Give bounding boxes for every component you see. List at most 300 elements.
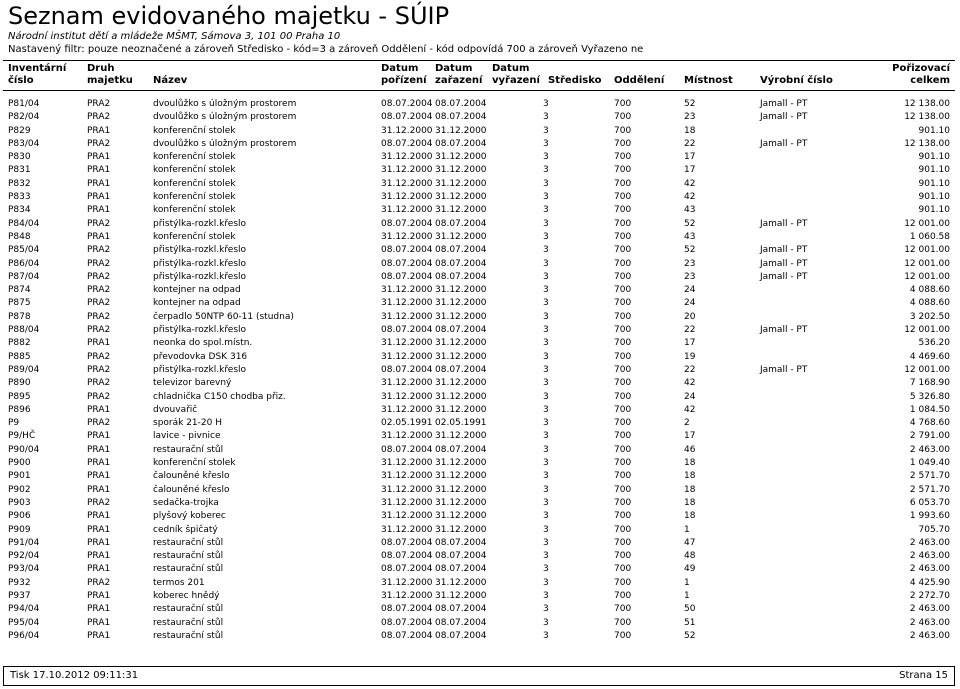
- cell-name: konferenční stolek: [153, 458, 236, 469]
- cell-room: 23: [684, 271, 696, 282]
- cell-total-cost: 7 168.90: [909, 378, 950, 389]
- cell-name: restaurační stůl: [153, 444, 224, 455]
- table-row: [0, 258, 960, 271]
- cell-acquisition-date: 31.12.2000: [381, 524, 433, 535]
- table-row: [0, 351, 960, 364]
- cell-inventory-number: P86/04: [8, 258, 40, 269]
- cell-asset-type: PRA2: [87, 138, 111, 149]
- cell-asset-type: PRA1: [87, 205, 111, 216]
- col-header-disposal-date: [492, 63, 540, 87]
- cell-acquisition-date: 08.07.2004: [381, 325, 433, 336]
- cell-department: 700: [614, 245, 632, 256]
- cell-inclusion-date: 08.07.2004: [435, 537, 487, 548]
- cell-total-cost: 901.10: [918, 165, 950, 176]
- cell-room: 1: [684, 524, 690, 535]
- cell-room: 52: [684, 245, 696, 256]
- cell-room: 18: [684, 511, 696, 522]
- cell-department: 700: [614, 564, 632, 575]
- cell-total-cost: 12 001.00: [904, 364, 950, 375]
- cell-acquisition-date: 31.12.2000: [381, 484, 433, 495]
- cell-room: 49: [684, 564, 696, 575]
- cell-acquisition-date: 02.05.1991: [381, 418, 433, 429]
- cell-asset-type: PRA1: [87, 165, 111, 176]
- cell-serial-number: Jamall - PT: [760, 325, 808, 336]
- cell-room: 20: [684, 311, 696, 322]
- cell-department: 700: [614, 378, 632, 389]
- cell-inventory-number: P88/04: [8, 325, 40, 336]
- cell-inventory-number: P932: [8, 577, 31, 588]
- table-row: [0, 470, 960, 483]
- filter-description: Nastavený filtr: pouze neoznačené a zároveň Středisko - kód=3 a zároveň Oddělení - kód odpovídá 700 a zároveň Vyřazeno ne: [8, 44, 644, 55]
- cell-cost-center: 3: [543, 617, 549, 628]
- cell-inventory-number: P84/04: [8, 218, 40, 229]
- cell-acquisition-date: 31.12.2000: [381, 404, 433, 415]
- cell-acquisition-date: 31.12.2000: [381, 205, 433, 216]
- cell-inventory-number: P875: [8, 298, 31, 309]
- cell-department: 700: [614, 364, 632, 375]
- cell-department: 700: [614, 511, 632, 522]
- cell-acquisition-date: 08.07.2004: [381, 112, 433, 123]
- cell-inventory-number: P937: [8, 590, 31, 601]
- cell-total-cost: 12 001.00: [904, 271, 950, 282]
- cell-room: 22: [684, 138, 696, 149]
- cell-room: 17: [684, 152, 696, 163]
- cell-asset-type: PRA1: [87, 404, 111, 415]
- cell-serial-number: Jamall - PT: [760, 138, 808, 149]
- cell-serial-number: Jamall - PT: [760, 258, 808, 269]
- cell-inclusion-date: 31.12.2000: [435, 378, 487, 389]
- cell-room: 52: [684, 218, 696, 229]
- cell-room: 18: [684, 125, 696, 136]
- table-row: [0, 510, 960, 523]
- cell-name: chladnička C150 chodba přiz.: [153, 391, 286, 402]
- cell-room: 18: [684, 471, 696, 482]
- page-title: Seznam evidovaného majetku - SÚIP: [8, 2, 450, 30]
- cell-name: konferenční stolek: [153, 231, 236, 242]
- cell-total-cost: 12 001.00: [904, 258, 950, 269]
- cell-name: restaurační stůl: [153, 617, 224, 628]
- cell-name: převodovka DSK 316: [153, 351, 248, 362]
- page-number: Strana 15: [899, 670, 948, 681]
- cell-department: 700: [614, 192, 632, 203]
- cell-asset-type: PRA1: [87, 178, 111, 189]
- cell-room: 24: [684, 391, 696, 402]
- cell-cost-center: 3: [543, 404, 549, 415]
- table-row: [0, 271, 960, 284]
- cell-cost-center: 3: [543, 245, 549, 256]
- table-row: [0, 603, 960, 616]
- cell-inventory-number: P87/04: [8, 271, 40, 282]
- cell-acquisition-date: 31.12.2000: [381, 125, 433, 136]
- cell-room: 42: [684, 378, 696, 389]
- cell-inventory-number: P878: [8, 311, 31, 322]
- cell-inclusion-date: 31.12.2000: [435, 351, 487, 362]
- cell-name: čalouněné křeslo: [153, 471, 230, 482]
- cell-inclusion-date: 08.07.2004: [435, 617, 487, 628]
- cell-inventory-number: P90/04: [8, 444, 40, 455]
- cell-serial-number: Jamall - PT: [760, 364, 808, 375]
- cell-department: 700: [614, 205, 632, 216]
- cell-inclusion-date: 08.07.2004: [435, 630, 487, 641]
- cell-total-cost: 2 463.00: [909, 630, 950, 641]
- cell-inventory-number: P900: [8, 458, 31, 469]
- cell-cost-center: 3: [543, 138, 549, 149]
- cell-acquisition-date: 31.12.2000: [381, 351, 433, 362]
- print-timestamp: Tisk 17.10.2012 09:11:31: [10, 670, 139, 681]
- cell-asset-type: PRA1: [87, 511, 111, 522]
- cell-inclusion-date: 31.12.2000: [435, 431, 487, 442]
- cell-inclusion-date: 31.12.2000: [435, 311, 487, 322]
- col-header-inclusion-date: [435, 63, 482, 87]
- cell-name: lavice - pivnice: [153, 431, 221, 442]
- cell-room: 18: [684, 458, 696, 469]
- cell-total-cost: 12 138.00: [904, 112, 950, 123]
- cell-name: dvoulůžko s úložným prostorem: [153, 138, 297, 149]
- cell-inclusion-date: 31.12.2000: [435, 511, 487, 522]
- cell-asset-type: PRA2: [87, 285, 111, 296]
- table-row: [0, 377, 960, 390]
- cell-total-cost: 3 202.50: [909, 311, 950, 322]
- table-row: [0, 563, 960, 576]
- table-row: [0, 244, 960, 257]
- cell-asset-type: PRA2: [87, 258, 111, 269]
- cell-room: 22: [684, 364, 696, 375]
- cell-room: 1: [684, 590, 690, 601]
- cell-department: 700: [614, 404, 632, 415]
- table-row: [0, 311, 960, 324]
- cell-department: 700: [614, 338, 632, 349]
- cell-cost-center: 3: [543, 391, 549, 402]
- cell-cost-center: 3: [543, 564, 549, 575]
- cell-acquisition-date: 31.12.2000: [381, 458, 433, 469]
- table-row: [0, 337, 960, 350]
- cell-asset-type: PRA1: [87, 471, 111, 482]
- cell-room: 17: [684, 338, 696, 349]
- cell-total-cost: 1 993.60: [909, 511, 950, 522]
- cell-total-cost: 2 463.00: [909, 537, 950, 548]
- cell-department: 700: [614, 351, 632, 362]
- cell-room: 43: [684, 231, 696, 242]
- cell-name: restaurační stůl: [153, 551, 224, 562]
- cell-room: 42: [684, 404, 696, 415]
- cell-acquisition-date: 31.12.2000: [381, 311, 433, 322]
- cell-inclusion-date: 08.07.2004: [435, 112, 487, 123]
- cell-inclusion-date: 31.12.2000: [435, 231, 487, 242]
- cell-room: 2: [684, 418, 690, 429]
- cell-acquisition-date: 08.07.2004: [381, 617, 433, 628]
- cell-total-cost: 5 326.80: [909, 391, 950, 402]
- cell-department: 700: [614, 231, 632, 242]
- cell-inventory-number: P882: [8, 338, 31, 349]
- cell-cost-center: 3: [543, 551, 549, 562]
- cell-cost-center: 3: [543, 471, 549, 482]
- cell-name: kontejner na odpad: [153, 298, 241, 309]
- cell-inclusion-date: 31.12.2000: [435, 178, 487, 189]
- cell-room: 48: [684, 551, 696, 562]
- cell-asset-type: PRA1: [87, 524, 111, 535]
- cell-acquisition-date: 31.12.2000: [381, 497, 433, 508]
- cell-inventory-number: P906: [8, 511, 31, 522]
- cell-name: neonka do spol.místn.: [153, 338, 253, 349]
- cell-serial-number: Jamall - PT: [760, 271, 808, 282]
- col-header-asset-type: [87, 63, 133, 87]
- cell-inventory-number: P830: [8, 152, 31, 163]
- table-row: [0, 297, 960, 310]
- cell-acquisition-date: 31.12.2000: [381, 298, 433, 309]
- cell-name: čalouněné křeslo: [153, 484, 230, 495]
- cell-name: restaurační stůl: [153, 604, 224, 615]
- cell-asset-type: PRA2: [87, 218, 111, 229]
- cell-inventory-number: P9: [8, 418, 20, 429]
- cell-acquisition-date: 31.12.2000: [381, 285, 433, 296]
- cell-cost-center: 3: [543, 364, 549, 375]
- cell-inclusion-date: 02.05.1991: [435, 418, 487, 429]
- cell-department: 700: [614, 630, 632, 641]
- cell-inclusion-date: 08.07.2004: [435, 99, 487, 109]
- cell-inventory-number: P903: [8, 497, 31, 508]
- cell-asset-type: PRA2: [87, 351, 111, 362]
- cell-room: 50: [684, 604, 696, 615]
- cell-inventory-number: P85/04: [8, 245, 40, 256]
- cell-asset-type: PRA2: [87, 245, 111, 256]
- cell-inventory-number: P831: [8, 165, 31, 176]
- cell-acquisition-date: 08.07.2004: [381, 364, 433, 375]
- cell-total-cost: 901.10: [918, 205, 950, 216]
- cell-asset-type: PRA2: [87, 364, 111, 375]
- cell-department: 700: [614, 418, 632, 429]
- cell-inventory-number: P834: [8, 205, 31, 216]
- table-row: [0, 364, 960, 377]
- cell-room: 19: [684, 351, 696, 362]
- cell-name: restaurační stůl: [153, 564, 224, 575]
- cell-department: 700: [614, 391, 632, 402]
- col-header-inventory-number: [8, 63, 66, 87]
- cell-inventory-number: P81/04: [8, 99, 40, 109]
- table-row: [0, 577, 960, 590]
- cell-inventory-number: P91/04: [8, 537, 40, 548]
- table-row: [0, 590, 960, 603]
- table-row: [0, 550, 960, 563]
- cell-acquisition-date: 08.07.2004: [381, 245, 433, 256]
- cell-cost-center: 3: [543, 511, 549, 522]
- col-header-line: číslo: [8, 75, 34, 86]
- cell-total-cost: 4 469.60: [909, 351, 950, 362]
- cell-inclusion-date: 08.07.2004: [435, 325, 487, 336]
- cell-acquisition-date: 31.12.2000: [381, 165, 433, 176]
- cell-total-cost: 1 049.40: [909, 458, 950, 469]
- cell-total-cost: 4 425.90: [909, 577, 950, 588]
- col-header-line: majetku: [87, 75, 133, 86]
- cell-cost-center: 3: [543, 431, 549, 442]
- cell-name: přistýlka-rozkl.křeslo: [153, 325, 247, 336]
- cell-inventory-number: P89/04: [8, 364, 40, 375]
- cell-department: 700: [614, 285, 632, 296]
- cell-cost-center: 3: [543, 125, 549, 136]
- cell-total-cost: 705.70: [918, 524, 950, 535]
- col-header-line: vyřazení: [492, 75, 540, 86]
- cell-acquisition-date: 08.07.2004: [381, 138, 433, 149]
- cell-department: 700: [614, 138, 632, 149]
- cell-inventory-number: P833: [8, 192, 31, 203]
- cell-inclusion-date: 31.12.2000: [435, 471, 487, 482]
- cell-cost-center: 3: [543, 444, 549, 455]
- cell-asset-type: PRA1: [87, 604, 111, 615]
- cell-inclusion-date: 08.07.2004: [435, 551, 487, 562]
- cell-name: plyšový koberec: [153, 511, 226, 522]
- table-row: [0, 284, 960, 297]
- cell-cost-center: 3: [543, 351, 549, 362]
- cell-inclusion-date: 08.07.2004: [435, 604, 487, 615]
- cell-name: konferenční stolek: [153, 165, 236, 176]
- cell-cost-center: 3: [543, 231, 549, 242]
- cell-serial-number: Jamall - PT: [760, 112, 808, 123]
- cell-cost-center: 3: [543, 378, 549, 389]
- cell-acquisition-date: 08.07.2004: [381, 444, 433, 455]
- col-header-line: Datum: [492, 63, 530, 74]
- cell-total-cost: 2 463.00: [909, 617, 950, 628]
- cell-room: 46: [684, 444, 696, 455]
- cell-room: 43: [684, 205, 696, 216]
- cell-room: 24: [684, 285, 696, 296]
- cell-total-cost: 2 571.70: [909, 471, 950, 482]
- cell-acquisition-date: 31.12.2000: [381, 231, 433, 242]
- cell-inclusion-date: 31.12.2000: [435, 152, 487, 163]
- cell-room: 1: [684, 577, 690, 588]
- cell-acquisition-date: 31.12.2000: [381, 378, 433, 389]
- cell-inclusion-date: 31.12.2000: [435, 125, 487, 136]
- cell-asset-type: PRA1: [87, 192, 111, 203]
- cell-asset-type: PRA2: [87, 391, 111, 402]
- cell-asset-type: PRA2: [87, 378, 111, 389]
- cell-cost-center: 3: [543, 205, 549, 216]
- cell-inclusion-date: 31.12.2000: [435, 165, 487, 176]
- cell-acquisition-date: 31.12.2000: [381, 338, 433, 349]
- cell-room: 23: [684, 112, 696, 123]
- cell-cost-center: 3: [543, 258, 549, 269]
- cell-total-cost: 901.10: [918, 192, 950, 203]
- cell-inventory-number: P96/04: [8, 630, 40, 641]
- cell-acquisition-date: 31.12.2000: [381, 178, 433, 189]
- cell-name: přistýlka-rozkl.křeslo: [153, 271, 247, 282]
- table-row: [0, 444, 960, 457]
- cell-room: 17: [684, 165, 696, 176]
- table-row: [0, 138, 960, 151]
- table-row: [0, 630, 960, 643]
- cell-name: restaurační stůl: [153, 630, 224, 641]
- cell-acquisition-date: 31.12.2000: [381, 590, 433, 601]
- cell-inventory-number: P832: [8, 178, 31, 189]
- cell-inventory-number: P874: [8, 285, 31, 296]
- cell-room: 24: [684, 298, 696, 309]
- cell-inclusion-date: 31.12.2000: [435, 285, 487, 296]
- col-header-cost-center: Středisko: [548, 75, 602, 86]
- asset-table-body: [0, 98, 960, 643]
- cell-department: 700: [614, 471, 632, 482]
- cell-total-cost: 12 001.00: [904, 245, 950, 256]
- cell-total-cost: 12 001.00: [904, 218, 950, 229]
- cell-total-cost: 1 060.58: [909, 231, 950, 242]
- cell-total-cost: 2 571.70: [909, 484, 950, 495]
- cell-room: 42: [684, 192, 696, 203]
- cell-asset-type: PRA2: [87, 497, 111, 508]
- cell-department: 700: [614, 551, 632, 562]
- cell-acquisition-date: 08.07.2004: [381, 258, 433, 269]
- cell-inventory-number: P895: [8, 391, 31, 402]
- cell-inclusion-date: 08.07.2004: [435, 364, 487, 375]
- cell-asset-type: PRA1: [87, 152, 111, 163]
- cell-inventory-number: P902: [8, 484, 31, 495]
- cell-name: přistýlka-rozkl.křeslo: [153, 364, 247, 375]
- cell-department: 700: [614, 604, 632, 615]
- cell-cost-center: 3: [543, 590, 549, 601]
- cell-name: cedník špičatý: [153, 524, 218, 535]
- table-row: [0, 524, 960, 537]
- cell-acquisition-date: 08.07.2004: [381, 99, 433, 109]
- cell-inventory-number: P9/HČ: [8, 431, 36, 442]
- cell-department: 700: [614, 537, 632, 548]
- table-row: [0, 617, 960, 630]
- cell-asset-type: PRA2: [87, 99, 111, 109]
- cell-asset-type: PRA1: [87, 431, 111, 442]
- cell-room: 52: [684, 630, 696, 641]
- cell-asset-type: PRA1: [87, 590, 111, 601]
- table-row: [0, 391, 960, 404]
- table-row: [0, 164, 960, 177]
- table-row: [0, 218, 960, 231]
- cell-inclusion-date: 31.12.2000: [435, 497, 487, 508]
- cell-department: 700: [614, 311, 632, 322]
- cell-acquisition-date: 31.12.2000: [381, 577, 433, 588]
- cell-name: přistýlka-rozkl.křeslo: [153, 258, 247, 269]
- cell-inventory-number: P909: [8, 524, 31, 535]
- cell-cost-center: 3: [543, 218, 549, 229]
- table-row: [0, 457, 960, 470]
- cell-name: termos 201: [153, 577, 205, 588]
- cell-cost-center: 3: [543, 630, 549, 641]
- cell-inventory-number: P829: [8, 125, 31, 136]
- cell-cost-center: 3: [543, 325, 549, 336]
- cell-acquisition-date: 08.07.2004: [381, 630, 433, 641]
- cell-cost-center: 3: [543, 285, 549, 296]
- table-row: [0, 484, 960, 497]
- cell-name: konferenční stolek: [153, 125, 236, 136]
- cell-department: 700: [614, 152, 632, 163]
- cell-cost-center: 3: [543, 311, 549, 322]
- cell-room: 51: [684, 617, 696, 628]
- cell-cost-center: 3: [543, 338, 549, 349]
- cell-department: 700: [614, 258, 632, 269]
- table-row: [0, 125, 960, 138]
- cell-inclusion-date: 08.07.2004: [435, 218, 487, 229]
- cell-serial-number: Jamall - PT: [760, 99, 808, 109]
- col-header-line: Druh: [87, 63, 115, 74]
- cell-name: přistýlka-rozkl.křeslo: [153, 218, 247, 229]
- cell-total-cost: 4 088.60: [909, 285, 950, 296]
- cell-inclusion-date: 31.12.2000: [435, 205, 487, 216]
- cell-department: 700: [614, 444, 632, 455]
- cell-asset-type: PRA2: [87, 271, 111, 282]
- cell-inventory-number: P92/04: [8, 551, 40, 562]
- table-row: [0, 98, 960, 111]
- cell-department: 700: [614, 431, 632, 442]
- cell-room: 47: [684, 537, 696, 548]
- cell-department: 700: [614, 218, 632, 229]
- cell-asset-type: PRA1: [87, 484, 111, 495]
- table-row: [0, 178, 960, 191]
- cell-room: 18: [684, 484, 696, 495]
- cell-cost-center: 3: [543, 604, 549, 615]
- col-header-room: Místnost: [684, 75, 733, 86]
